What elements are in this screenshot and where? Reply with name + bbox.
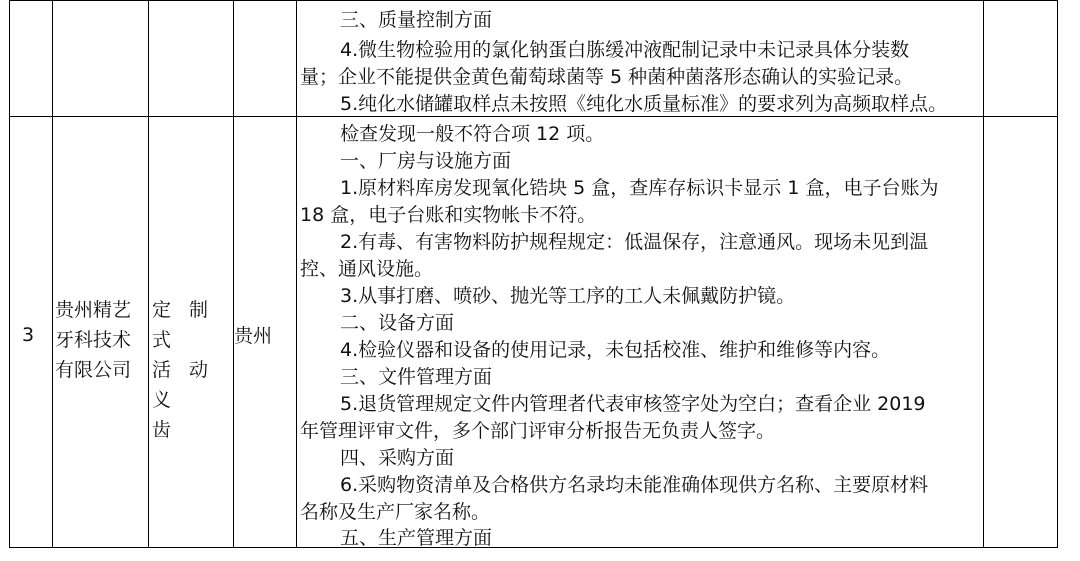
company-name [55,295,147,385]
row-number: 3 [22,324,35,346]
section-heading: 一、厂房与设施方面 [340,150,512,172]
finding-text: 18 盒，电子台账和实物帐卡不符。 [300,204,597,226]
finding-text: 5.纯化水储罐取样点未按照《纯化水质量标准》的要求列为高频取样点。 [340,93,948,115]
col-border [983,0,984,548]
col-border [233,0,234,548]
province: 贵州 [234,325,273,347]
company-name-line: 牙科技术 [55,329,132,351]
table-bottom-border [9,547,1058,548]
product-category-line: 定 制 式 [152,299,215,351]
finding-text: 量；企业不能提供金黄色葡萄球菌等 5 种菌种菌落形态确认的实验记录。 [300,66,914,88]
section-heading: 三、质量控制方面 [340,9,493,31]
section-heading: 三、文件管理方面 [340,366,493,388]
finding-text: 4.检验仪器和设备的使用记录，未包括校准、维护和维修等内容。 [340,339,891,361]
finding-text: 2.有毒、有害物料防护规程规定：低温保存，注意通风。现场未见到温 [340,231,929,253]
finding-text: 5.退货管理规定文件内管理者代表审核签字处为空白；查看企业 2019 [340,393,926,415]
company-name-line: 贵州精艺 [55,299,132,321]
product-category [152,295,232,445]
finding-summary: 检查发现一般不符合项 12 项。 [340,123,605,145]
product-category-line: 齿 [152,419,178,441]
table-top-border [9,0,1058,1]
company-name-line: 有限公司 [55,359,132,381]
section-heading: 五、生产管理方面 [340,527,493,549]
finding-text: 3.从事打磨、喷砂、抛光等工序的工人未佩戴防护镜。 [340,285,796,307]
section-heading: 四、采购方面 [340,447,455,469]
finding-text: 1.原材料库房发现氧化锆块 5 盒，查库存标识卡显示 1 盒，电子台账为 [340,177,939,199]
product-category-line: 活 动 义 [152,359,215,411]
col-border [148,0,149,548]
finding-text: 4.微生物检验用的氯化钠蛋白胨缓冲液配制记录中未记录具体分装数 [340,39,910,61]
finding-text: 年管理评审文件，多个部门评审分析报告无负责人签字。 [300,420,776,442]
col-border [9,0,10,548]
finding-text: 控、通风设施。 [300,258,434,280]
finding-text: 名称及生产厂家名称。 [300,501,491,523]
col-border [1057,0,1058,548]
section-heading: 二、设备方面 [340,312,455,334]
col-border [52,0,53,548]
finding-text: 6.采购物资清单及合格供方名录均未能准确体现供方名称、主要原材料 [340,474,929,496]
col-border [296,0,297,548]
